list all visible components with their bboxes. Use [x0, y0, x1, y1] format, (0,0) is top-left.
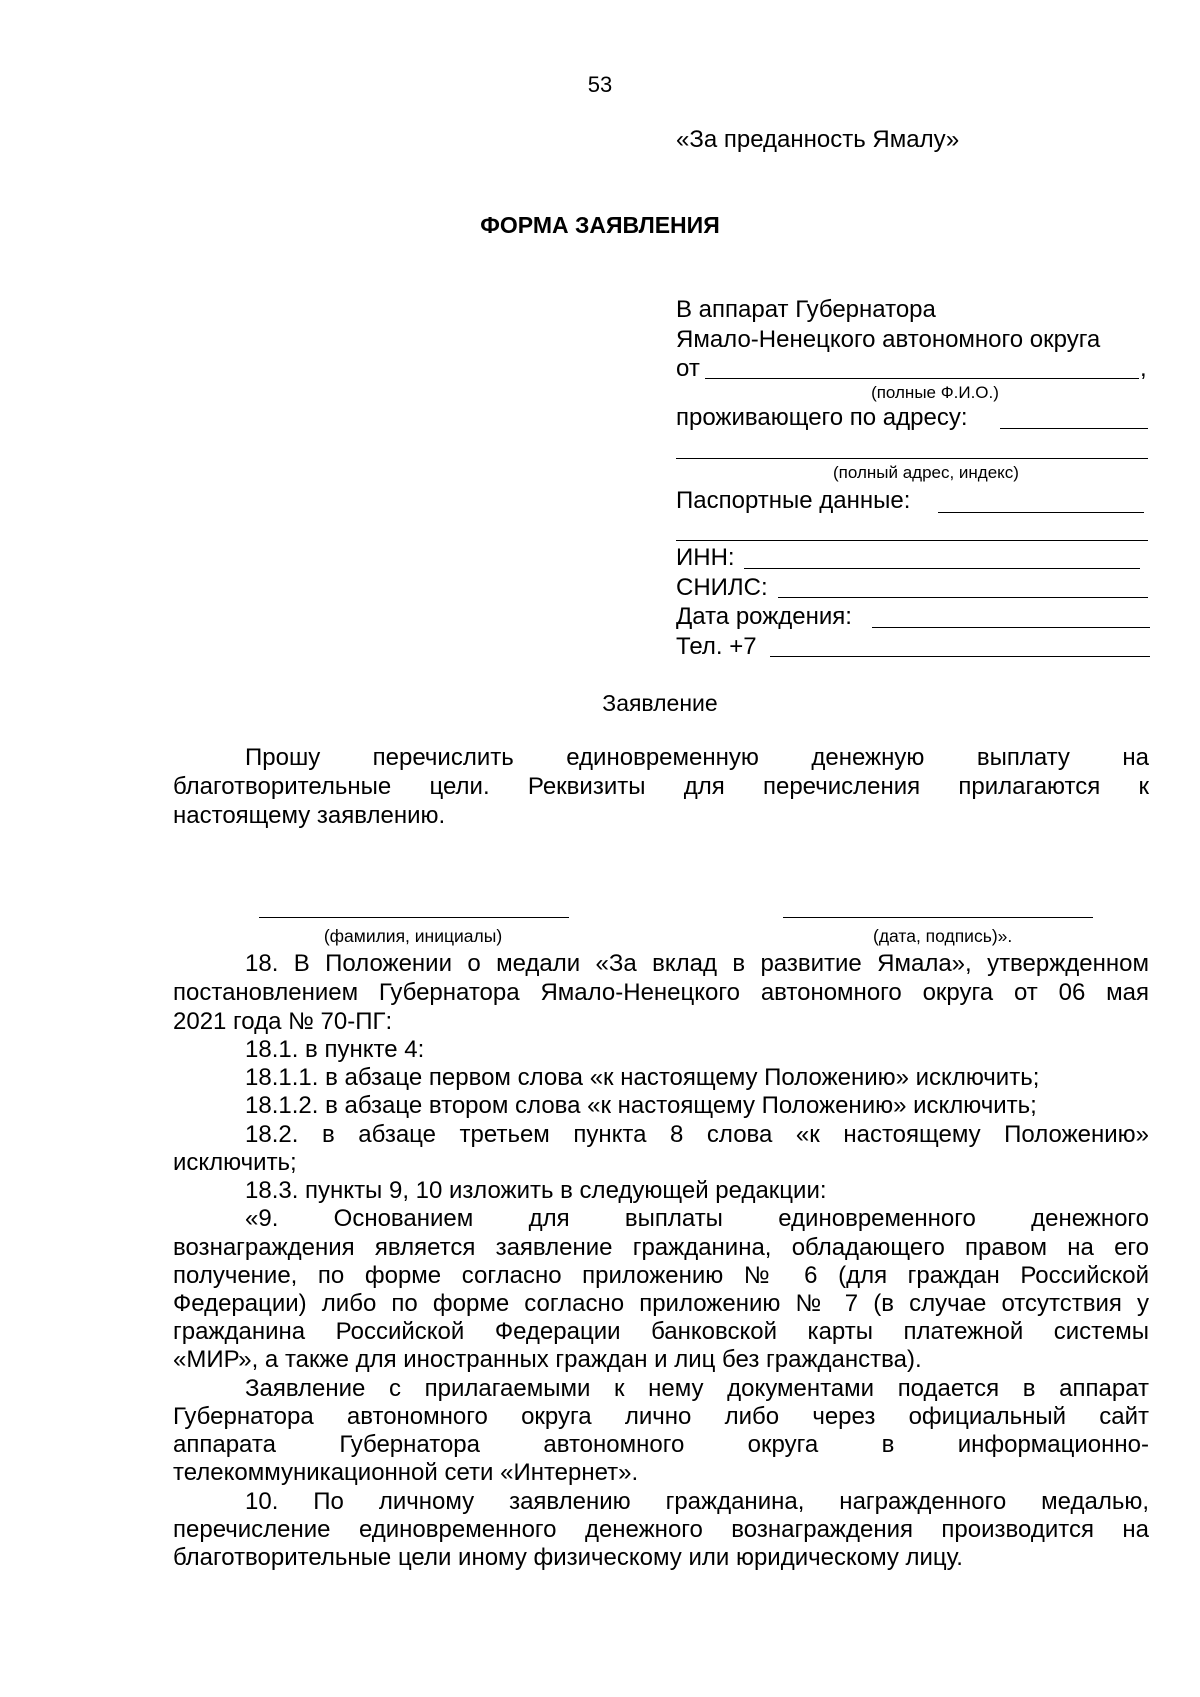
medal-title: «За преданность Ямалу» — [676, 126, 960, 153]
point-9-line-6: «МИР», а также для иностранных граждан и лиц без гражданства). — [173, 1346, 922, 1373]
fio-field-line — [705, 378, 1139, 379]
item-18-2-line-2: исключить; — [173, 1149, 297, 1176]
item-18-line-2: постановлением Губернатора Ямало-Ненецкого автономного округа от 06 мая — [173, 979, 1149, 1006]
form-title: ФОРМА ЗАЯВЛЕНИЯ — [480, 212, 720, 238]
passport-field-line — [938, 512, 1144, 513]
phone-field-line — [770, 656, 1150, 657]
addressee-line-1: В аппарат Губернатора — [676, 296, 936, 323]
statement-line-3: настоящему заявлению. — [173, 802, 446, 829]
point-9-line-4: Федерации) либо по форме согласно приложению № 7 (в случае отсутствия у — [173, 1290, 1149, 1317]
point-10-line-1: 10. По личному заявлению гражданина, награжденного медалью, — [245, 1488, 1149, 1515]
point-9-line-1: «9. Основанием для выплаты единовременного денежного — [245, 1205, 1149, 1232]
page-number: 53 — [587, 72, 613, 97]
statement-heading: Заявление — [602, 690, 718, 716]
point-10-line-3: благотворительные цели иному физическому или юридическому лицу. — [173, 1544, 963, 1571]
item-18-1-2: 18.1.2. в абзаце втором слова «к настоящему Положению» исключить; — [245, 1092, 1037, 1119]
from-comma: , — [1140, 355, 1147, 382]
passport-field-line-2 — [676, 540, 1148, 541]
point-9-line-5: гражданина Российской Федерации банковской карты платежной системы — [173, 1318, 1149, 1345]
residence-label: проживающего по адресу: — [676, 404, 968, 431]
point-10-line-2: перечисление единовременного денежного вознаграждения производится на — [173, 1516, 1149, 1543]
inn-label: ИНН: — [676, 544, 735, 571]
address-field-line — [676, 458, 1148, 459]
phone-label: Тел. +7 — [676, 633, 757, 660]
snils-field-line — [778, 597, 1148, 598]
application-para-line-3: аппарата Губернатора автономного округа в информационно- — [173, 1431, 1149, 1458]
statement-line-1: Прошу перечислить единовременную денежную выплату на — [245, 744, 1149, 771]
date-signature-hint: (дата, подпись)». — [873, 926, 1013, 946]
item-18-2-line-1: 18.2. в абзаце третьем пункта 8 слова «к настоящему Положению» — [245, 1121, 1149, 1148]
birth-date-field-line — [872, 627, 1150, 628]
address-hint: (полный адрес, индекс) — [833, 463, 1019, 482]
point-9-line-3: получение, по форме согласно приложению № 6 (для граждан Российской — [173, 1262, 1149, 1289]
passport-label: Паспортные данные: — [676, 487, 911, 514]
inn-field-line — [744, 568, 1140, 569]
application-para-line-2: Губернатора автономного округа лично либо через официальный сайт — [173, 1403, 1149, 1430]
name-signature-line — [259, 917, 569, 918]
birth-date-label: Дата рождения: — [676, 603, 852, 630]
point-9-line-2: вознаграждения является заявление гражданина, обладающего правом на его — [173, 1234, 1149, 1261]
application-para-line-1: Заявление с прилагаемыми к нему документами подается в аппарат — [245, 1375, 1149, 1402]
addressee-line-2: Ямало-Ненецкого автономного округа — [676, 326, 1101, 353]
item-18-1: 18.1. в пункте 4: — [245, 1036, 425, 1063]
statement-line-2: благотворительные цели. Реквизиты для перечисления прилагаются к — [173, 773, 1149, 800]
date-signature-line — [783, 917, 1093, 918]
item-18-line-1: 18. В Положении о медали «За вклад в развитие Ямала», утвержденном — [245, 950, 1149, 977]
item-18-line-3: 2021 года № 70-ПГ: — [173, 1008, 393, 1035]
residence-field-line — [1000, 428, 1148, 429]
fio-hint: (полные Ф.И.О.) — [871, 383, 999, 402]
item-18-3: 18.3. пункты 9, 10 изложить в следующей редакции: — [245, 1177, 827, 1204]
snils-label: СНИЛС: — [676, 574, 768, 601]
application-para-line-4: телекоммуникационной сети «Интернет». — [173, 1459, 639, 1486]
item-18-1-1: 18.1.1. в абзаце первом слова «к настоящему Положению» исключить; — [245, 1064, 1040, 1091]
name-initials-hint: (фамилия, инициалы) — [323, 926, 503, 946]
from-label: от — [676, 355, 700, 382]
